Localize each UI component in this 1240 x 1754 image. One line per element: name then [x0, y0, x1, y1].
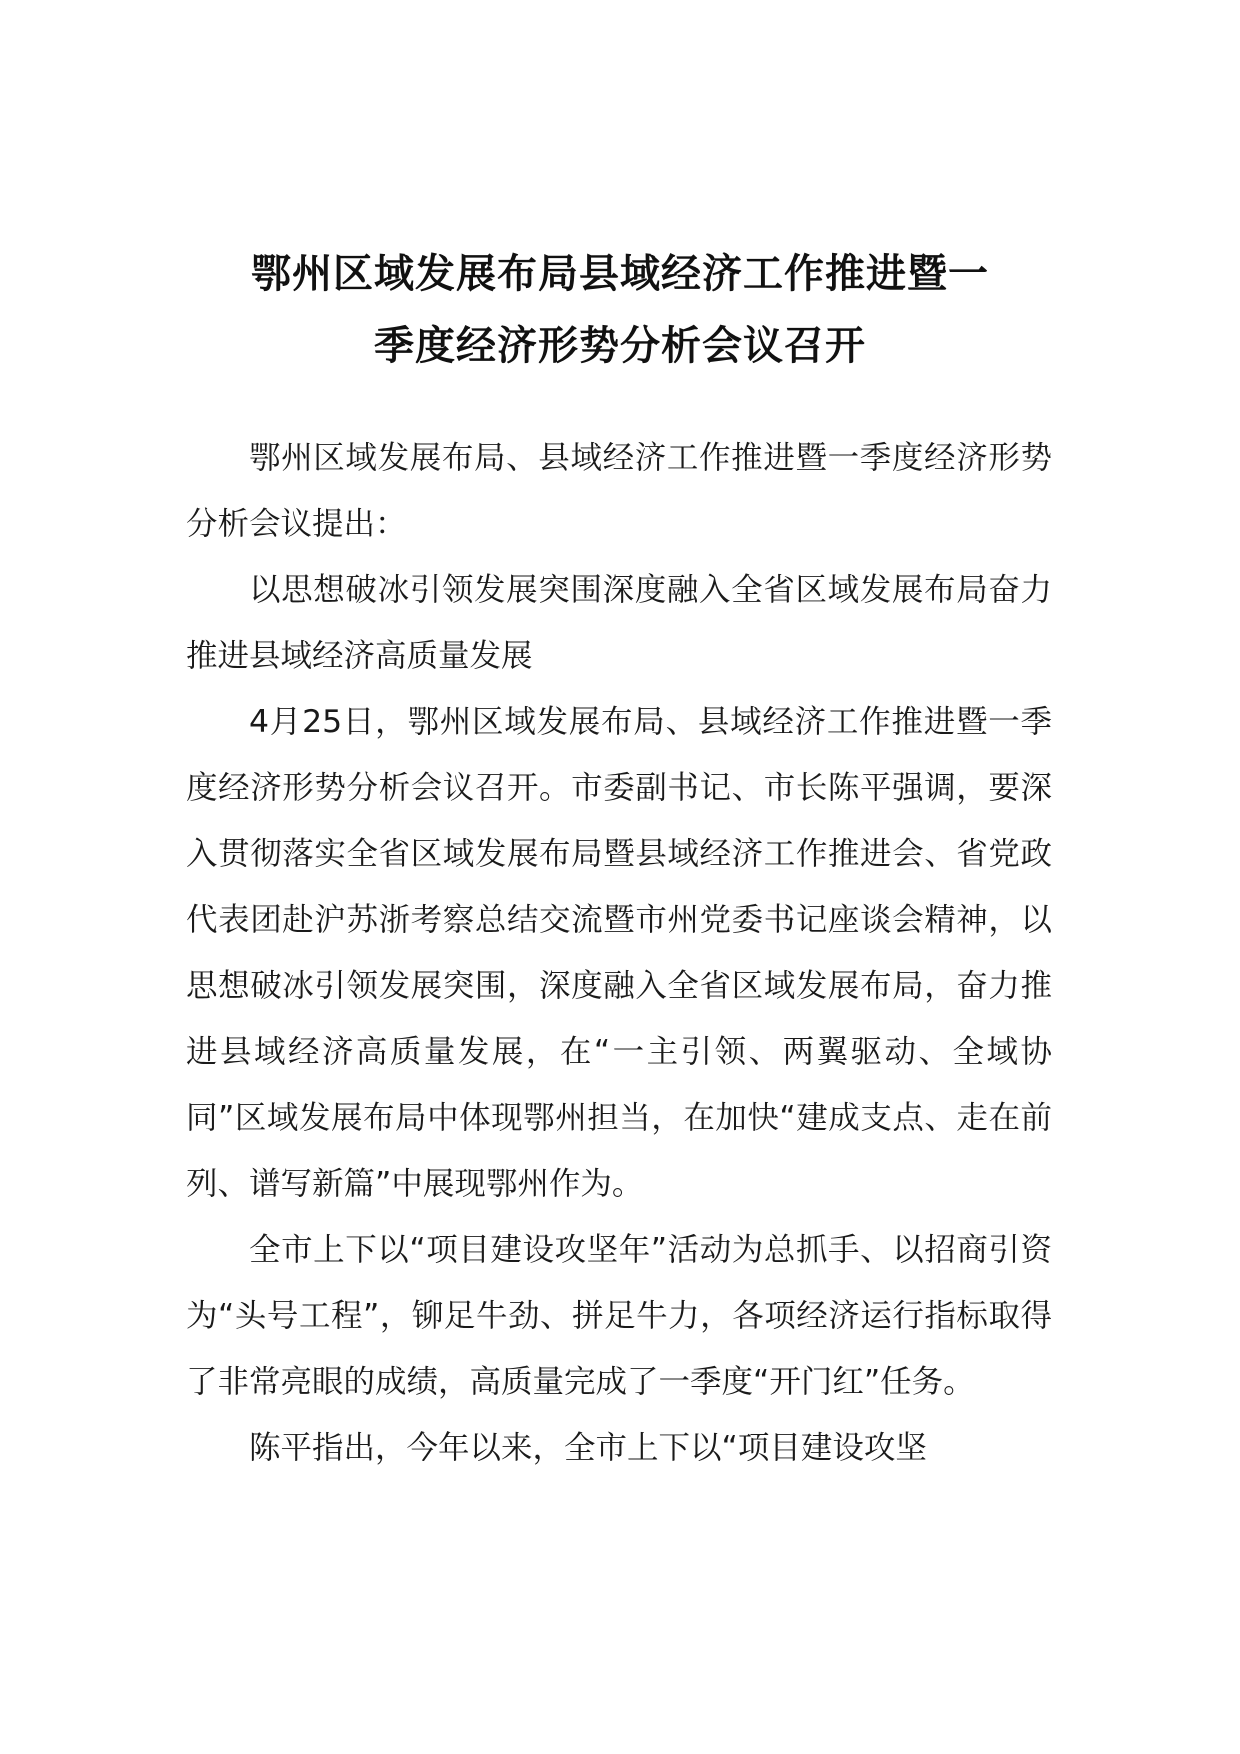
paragraph: 全市上下以“项目建设攻坚年”活动为总抓手、以招商引资为“头号工程”，铆足牛劲、拼足牛力，各项经济运行指标取得了非常亮眼的成绩，高质量完成了一季度“开门红”任务。 — [186, 1232, 1052, 1400]
title-line-1: 鄂州区域发展布局县域经济工作推进暨一 — [251, 251, 989, 297]
document-title — [180, 238, 1060, 382]
paragraph: 陈平指出，今年以来，全市上下以“项目建设攻坚 — [249, 1430, 927, 1466]
paragraph: 4月25日，鄂州区域发展布局、县域经济工作推进暨一季度经济形势分析会议召开。市委副书记、市长陈平强调，要深入贯彻落实全省区域发展布局暨县域经济工作推进会、省党政代表团赴沪苏浙考察总结交流暨市州党委书记座谈会精神，以思想破冰引领发展突围，深度融入全省区域发展布局，奋力推进县域经济高质量发展，在“一主引领、两翼驱动、全域协同”区域发展布局中体现鄂州担当，在加快“建成支点、走在前列、谱写新篇”中展现鄂州作为。 — [186, 704, 1052, 1202]
title-line-2: 季度经济形势分析会议召开 — [374, 323, 866, 369]
paragraph: 以思想破冰引领发展突围深度融入全省区域发展布局奋力推进县域经济高质量发展 — [186, 572, 1052, 674]
document-body — [186, 425, 1052, 1481]
paragraph: 鄂州区域发展布局、县域经济工作推进暨一季度经济形势分析会议提出： — [186, 440, 1052, 542]
